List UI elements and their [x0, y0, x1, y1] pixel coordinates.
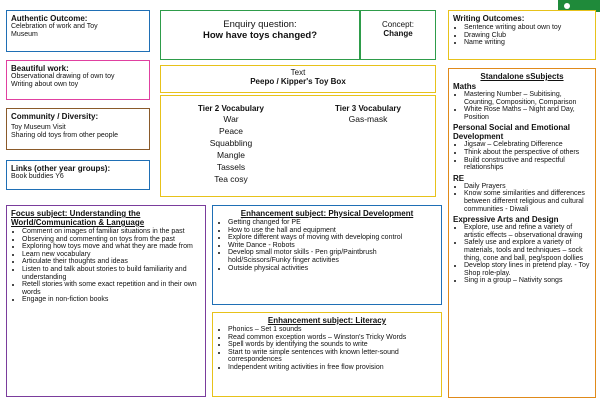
focus-item: • Comment on images of familiar situations in the past [22, 228, 201, 236]
enquiry-question-box [160, 10, 360, 60]
focus-item: • Retell stories with some exact repetition and in their own words [22, 281, 201, 296]
ead-item: • Sing in a group – Nativity songs [464, 277, 591, 285]
ead-item: • Safely use and explore a variety of materials, tools and techniques – sock thing, cone and ball, peg/spoon dollies [464, 239, 591, 262]
ead-item: • Explore, use and refine a variety of artistic effects – observational drawing [464, 224, 591, 239]
psed-item: • Build constructive and respectful relationships [464, 157, 591, 172]
writing-outcome-item: • Name writing [464, 39, 591, 47]
community-line: Sharing old toys from other people [11, 132, 119, 139]
literacy-item: • Phonics – Set 1 sounds [228, 326, 437, 334]
maths-item: • Mastering Number – Subitising, Counting, Composition, Comparison [464, 91, 591, 106]
authentic-outcome-title: Authentic Outcome: [11, 14, 88, 23]
standalone-subjects-box [448, 68, 596, 398]
maths-item: • White Rose Maths – Night and Day, Position [464, 106, 591, 121]
literacy-item: • Read common exception words – Winston's Tricky Words [228, 334, 437, 342]
literacy-title: Enhancement subject: Literacy [267, 316, 387, 325]
community-line: Toy Museum Visit [11, 124, 66, 131]
tier2-word: Squabbling [209, 138, 253, 148]
literacy-item: • Spell words by identifying the sounds to write [228, 341, 437, 349]
writing-outcome-item: • Sentence writing about own toy [464, 24, 591, 32]
community-box [6, 108, 150, 150]
tier2-vocabulary [161, 104, 301, 185]
concept-value: Change [383, 29, 413, 38]
literacy-box [212, 312, 442, 397]
tier3-word: Gas-mask [348, 114, 388, 124]
tier2-word: Tea cosy [214, 174, 248, 184]
authentic-outcome-line: Museum [11, 31, 38, 38]
re-heading: RE [453, 173, 465, 183]
writing-outcome-item: • Drawing Club [464, 32, 591, 40]
text-label: Text [290, 68, 306, 77]
writing-outcomes-title: Writing Outcomes: [453, 14, 525, 23]
enquiry-question: How have toys changed? [202, 30, 318, 41]
tier3-title: Tier 3 Vocabulary [335, 104, 401, 113]
physical-item: • How to use the hall and equipment [228, 227, 437, 235]
standalone-title: Standalone sSubjects [480, 72, 564, 81]
focus-subject-title: Focus subject: Understanding the World/Communication & Language [11, 209, 145, 227]
maths-heading: Maths [453, 82, 477, 91]
focus-item: • Exploring how toys move and what they are made from [22, 243, 201, 251]
psed-item: • Jigsaw – Celebrating Difference [464, 141, 591, 149]
focus-item: • Articulate their thoughts and ideas [22, 258, 201, 266]
literacy-item: • Independent writing activities in free flow provision [228, 364, 437, 372]
tier2-word: War [223, 114, 239, 124]
beautiful-work-box [6, 60, 150, 100]
focus-item: • Observing and commenting on toys from the past [22, 236, 201, 244]
ead-heading: Expressive Arts and Design [453, 215, 559, 225]
focus-item: • Engage in non-fiction books [22, 296, 201, 304]
community-title: Community / Diversity: [11, 112, 99, 121]
concept-box [360, 10, 436, 60]
vocabulary-box [160, 95, 436, 197]
focus-subject-box [6, 205, 206, 397]
links-title: Links (other year groups): [11, 164, 111, 173]
physical-item: • Write Dance - Robots [228, 242, 437, 250]
tier2-title: Tier 2 Vocabulary [198, 104, 264, 113]
physical-item: • Develop small motor skills - Pen grip/Paintbrush hold/Scissors/Funky finger activities [228, 249, 437, 264]
enquiry-label: Enquiry question: [223, 19, 297, 30]
tier3-vocabulary [301, 104, 435, 125]
focus-item: • Listen to and talk about stories to build familiarity and understanding [22, 266, 201, 281]
beautiful-work-line: Writing about own toy [11, 81, 79, 88]
beautiful-work-line: Observational drawing of own toy [11, 73, 115, 80]
links-line: Book buddies Y6 [11, 173, 64, 180]
literacy-item: • Start to write simple sentences with known letter-sound correspondences [228, 349, 437, 364]
physical-development-box [212, 205, 442, 305]
text-value: Peepo / Kipper's Toy Box [250, 77, 346, 86]
concept-label: Concept: [381, 20, 415, 29]
links-box [6, 160, 150, 190]
physical-item: • Outside physical activities [228, 265, 437, 273]
focus-item: • Learn new vocabulary [22, 251, 201, 259]
authentic-outcome-line: Celebration of work and Toy [11, 23, 98, 30]
tier2-word: Peace [218, 126, 244, 136]
text-box [160, 65, 436, 93]
tier2-word: Tassels [216, 162, 246, 172]
re-item: • Know some similarities and differences between different religious and cultural communities - Diwali [464, 190, 591, 213]
ead-item: • Develop story lines in pretend play. - Toy Shop role-play. [464, 262, 591, 277]
physical-item: • Getting changed for PE [228, 219, 437, 227]
psed-item: • Think about the perspective of others [464, 149, 591, 157]
tier2-word: Mangle [217, 150, 245, 160]
beautiful-work-title: Beautiful work: [11, 64, 69, 73]
writing-outcomes-box [448, 10, 596, 60]
re-item: • Daily Prayers [464, 183, 591, 191]
physical-item: • Explore different ways of moving with developing control [228, 234, 437, 242]
physical-title: Enhancement subject: Physical Development [240, 209, 414, 218]
authentic-outcome-box [6, 10, 150, 52]
psed-heading: Personal Social and Emotional Development [453, 123, 570, 142]
